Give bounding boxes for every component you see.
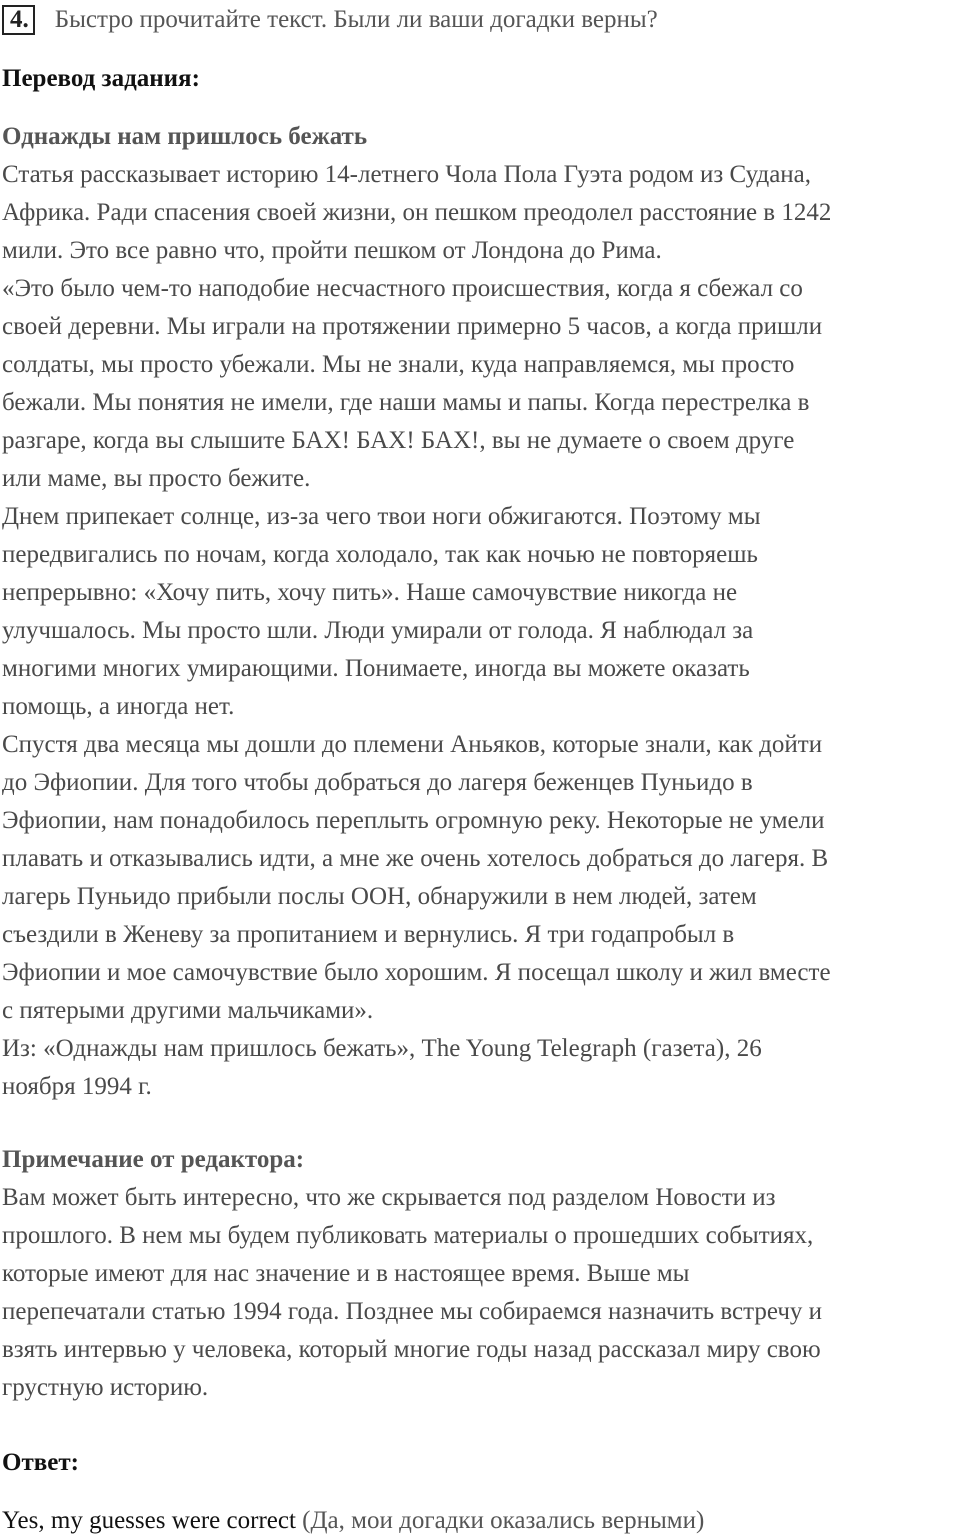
article-line: Эфиопии и мое самочувствие было хорошим. Я посещал школу и жил вместе — [2, 959, 831, 986]
article-body — [2, 156, 960, 1106]
answer-english: Yes, my guesses were correct — [2, 1507, 296, 1534]
task-number-box: 4. — [2, 5, 35, 35]
article-line: «Это было чем-то наподобие несчастного происшествия, когда я сбежал со — [2, 275, 803, 302]
article-line: мили. Это все равно что, пройти пешком от Лондона до Рима. — [2, 237, 662, 264]
answer-heading: Ответ: — [2, 1449, 79, 1476]
editor-note-line: прошлого. В нем мы будем публиковать материалы о прошедших событиях, — [2, 1222, 814, 1249]
article-line: Днем припекает солнце, из-за чего твои ноги обжигаются. Поэтому мы — [2, 503, 761, 530]
article-source-line: Из: «Однажды нам пришлось бежать», The Young Telegraph (газета), 26 — [2, 1035, 762, 1062]
article-line: помощь, а иногда нет. — [2, 693, 235, 720]
article-line: передвигались по ночам, когда холодало, так как ночью не повторяешь — [2, 541, 758, 568]
translation-heading: Перевод задания: — [2, 65, 200, 92]
editor-note-body — [2, 1179, 960, 1407]
editor-note-heading: Примечание от редактора: — [2, 1146, 305, 1173]
article-line: разгаре, когда вы слышите БАХ! БАХ! БАХ!, вы не думаете о своем друге — [2, 427, 795, 454]
article-line: плавать и отказывались идти, а мне же очень хотелось добраться до лагеря. В — [2, 845, 829, 872]
article-line: Эфиопии, нам понадобилось переплыть огромную реку. Некоторые не умели — [2, 807, 825, 834]
editor-note-line: которые имеют для нас значение и в настоящее время. Выше мы — [2, 1260, 690, 1287]
article-line: своей деревни. Мы играли на протяжении примерно 5 часов, а когда пришли — [2, 313, 823, 340]
article-line: или маме, вы просто бежите. — [2, 465, 311, 492]
task-line — [2, 4, 658, 36]
article-line: до Эфиопии. Для того чтобы добраться до лагеря беженцев Пуньидо в — [2, 769, 753, 796]
article-line: Статья рассказывает историю 14-летнего Чола Пола Гуэта родом из Судана, — [2, 161, 812, 188]
article-line: многими многих умирающими. Понимаете, иногда вы можете оказать — [2, 655, 750, 682]
answer-text — [2, 1502, 704, 1540]
article-title: Однажды нам пришлось бежать — [2, 123, 368, 150]
article-line: солдаты, мы просто убежали. Мы не знали, куда направляемся, мы просто — [2, 351, 795, 378]
editor-note-line: перепечатали статью 1994 года. Позднее мы собираемся назначить встречу и — [2, 1298, 823, 1325]
article-source-line: ноября 1994 г. — [2, 1073, 152, 1100]
editor-note-line: взять интервью у человека, который многие годы назад рассказал миру свою — [2, 1336, 821, 1363]
article-line: Африка. Ради спасения своей жизни, он пешком преодолел расстояние в 1242 — [2, 199, 832, 226]
article-line: улучшалось. Мы просто шли. Люди умирали от голода. Я наблюдал за — [2, 617, 754, 644]
article-line: съездили в Женеву за пропитанием и вернулись. Я три годапробыл в — [2, 921, 735, 948]
task-instruction: Быстро прочитайте текст. Были ли ваши догадки верны? — [54, 6, 658, 33]
article-line: бежали. Мы понятия не имели, где наши мамы и папы. Когда перестрелка в — [2, 389, 810, 416]
answer-russian: (Да, мои догадки оказались верными) — [295, 1507, 705, 1534]
editor-note-line: грустную историю. — [2, 1374, 209, 1401]
article-line: с пятерыми другими мальчиками». — [2, 997, 374, 1024]
article-line: Спустя два месяца мы дошли до племени Аньяков, которые знали, как дойти — [2, 731, 823, 758]
editor-note-line: Вам может быть интересно, что же скрывается под разделом Новости из — [2, 1184, 776, 1211]
article-line: непрерывно: «Хочу пить, хочу пить». Наше самочувствие никогда не — [2, 579, 738, 606]
article-line: лагерь Пуньидо прибыли послы ООН, обнаружили в нем людей, затем — [2, 883, 757, 910]
